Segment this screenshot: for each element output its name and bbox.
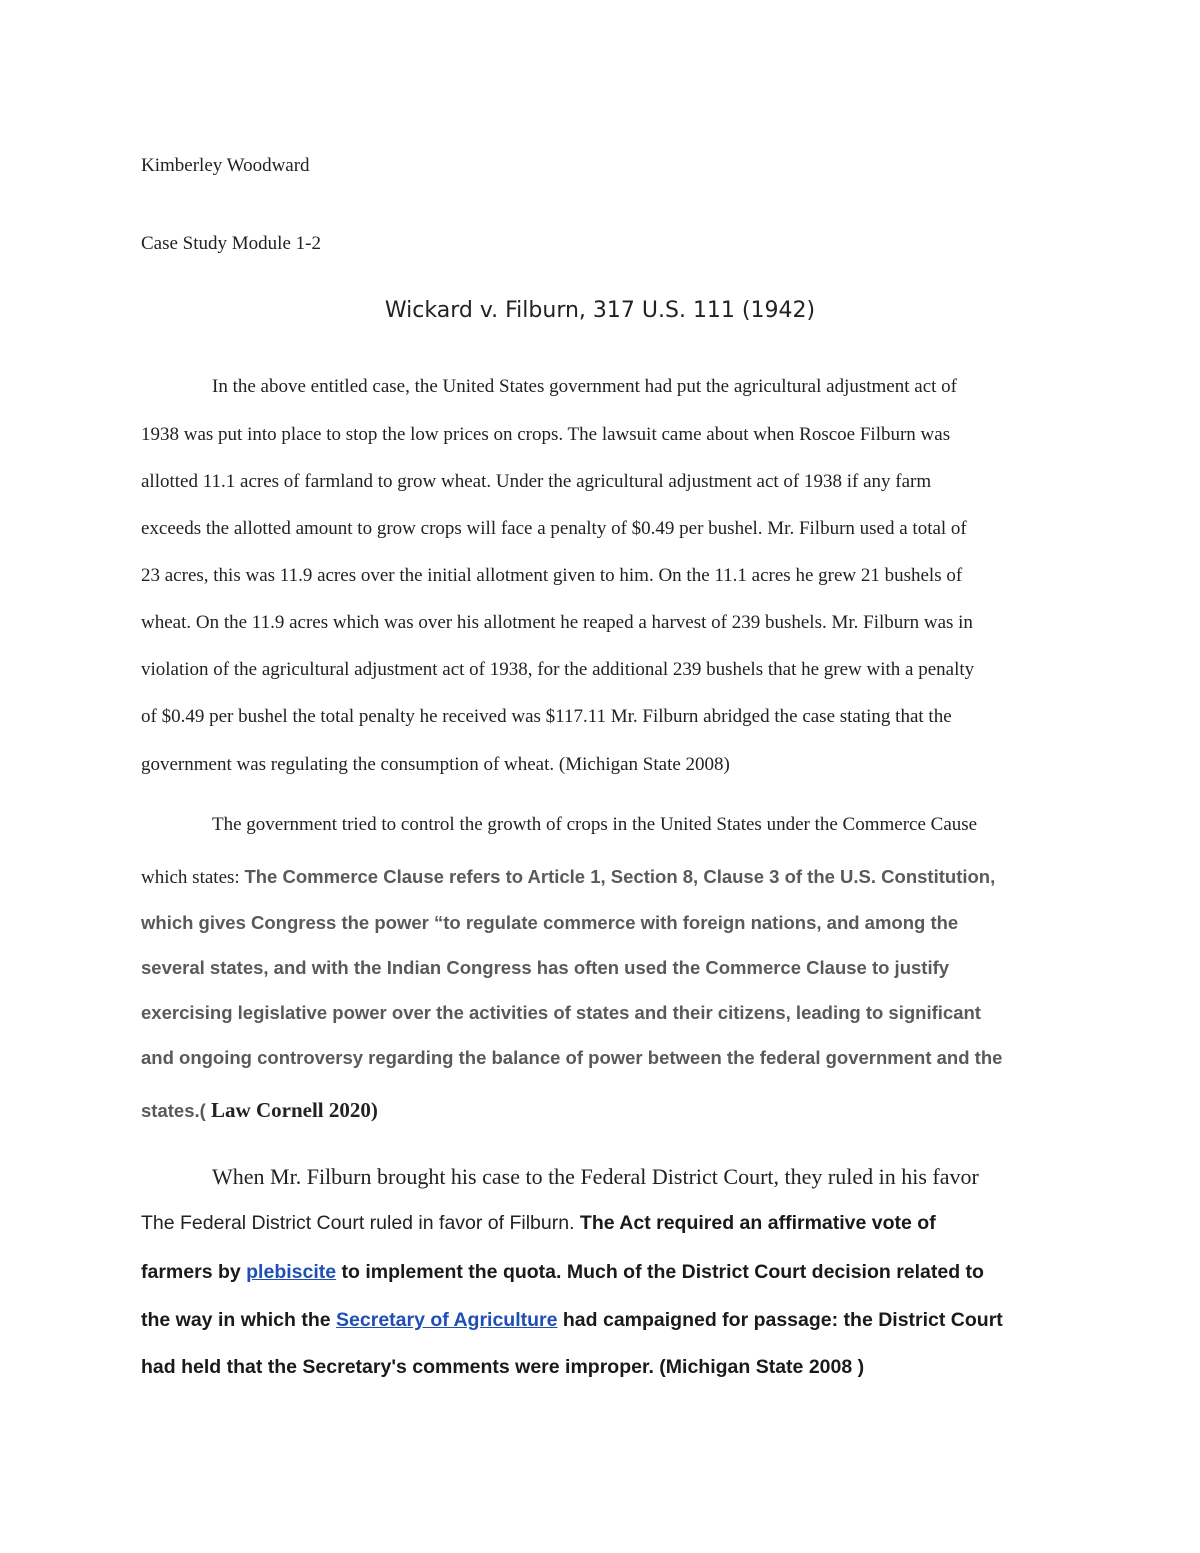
quoted-line: which gives Congress the power “to regulate commerce with foreign nations, and among the xyxy=(141,912,959,933)
paragraph-line: government was regulating the consumption of wheat. (Michigan State 2008) xyxy=(141,754,730,775)
paragraph-line: 23 acres, this was 11.9 acres over the initial allotment given to him. On the 11.1 acres he grew 21 bushels of xyxy=(141,565,963,586)
paragraph-line xyxy=(141,1261,984,1284)
quoted-text: states.( xyxy=(141,1100,206,1121)
paragraph-line: allotted 11.1 acres of farmland to grow wheat. Under the agricultural adjustment act of 1938 if any farm xyxy=(141,471,932,492)
paragraph-line: When Mr. Filburn brought his case to the Federal District Court, they ruled in his favor xyxy=(212,1164,979,1189)
citation: Law Cornell 2020) xyxy=(205,1098,378,1122)
inline-text: which states: xyxy=(141,867,245,888)
paragraph-line: In the above entitled case, the United States government had put the agricultural adjustment act of xyxy=(212,376,957,397)
bold-text: to implement the quota. Much of the District Court decision related to xyxy=(336,1261,984,1283)
paragraph-line: exceeds the allotted amount to grow crops will face a penalty of $0.49 per bushel. Mr. Filburn used a total of xyxy=(141,518,967,539)
paragraph-line: 1938 was put into place to stop the low prices on crops. The lawsuit came about when Roscoe Filburn was xyxy=(141,424,951,445)
paragraph-line: wheat. On the 11.9 acres which was over his allotment he reaped a harvest of 239 bushels. Mr. Filburn was in xyxy=(141,612,973,633)
paragraph-line xyxy=(141,1309,1003,1332)
secretary-of-agriculture-link[interactable]: Secretary of Agriculture xyxy=(336,1309,558,1331)
paragraph-line: of $0.49 per bushel the total penalty he received was $117.11 Mr. Filburn abridged the case stating that the xyxy=(141,706,952,727)
paragraph-line: had held that the Secretary's comments were improper. (Michigan State 2008 ) xyxy=(141,1356,865,1378)
author-name: Kimberley Woodward xyxy=(141,155,310,176)
paragraph-line: The government tried to control the growth of crops in the United States under the Commerce Cause xyxy=(212,814,978,835)
paragraph-line xyxy=(141,1098,378,1123)
quoted-text: The Commerce Clause refers to Article 1, Section 8, Clause 3 of the U.S. Constitution, xyxy=(244,866,996,887)
assignment-title: Case Study Module 1-2 xyxy=(141,233,321,254)
paragraph-line: violation of the agricultural adjustment act of 1938, for the additional 239 bushels that he grew with a penalty xyxy=(141,659,975,680)
bold-text: had campaigned for passage: the District Court xyxy=(557,1309,1003,1331)
paragraph-line xyxy=(141,866,995,889)
bold-text: The Act required an affirmative vote of xyxy=(579,1212,936,1234)
quoted-line: and ongoing controversy regarding the balance of power between the federal government and the xyxy=(141,1047,1003,1068)
quoted-line: several states, and with the Indian Congress has often used the Commerce Clause to justify xyxy=(141,957,950,978)
paragraph-line xyxy=(141,1212,936,1235)
bold-text: farmers by xyxy=(141,1261,247,1283)
plebiscite-link[interactable]: plebiscite xyxy=(246,1261,337,1283)
case-title: Wickard v. Filburn, 317 U.S. 111 (1942) xyxy=(384,298,816,323)
bold-text: the way in which the xyxy=(141,1309,337,1331)
quoted-line: exercising legislative power over the activities of states and their citizens, leading to significant xyxy=(141,1002,981,1023)
inline-text: The Federal District Court ruled in favor of Filburn. xyxy=(141,1212,580,1234)
